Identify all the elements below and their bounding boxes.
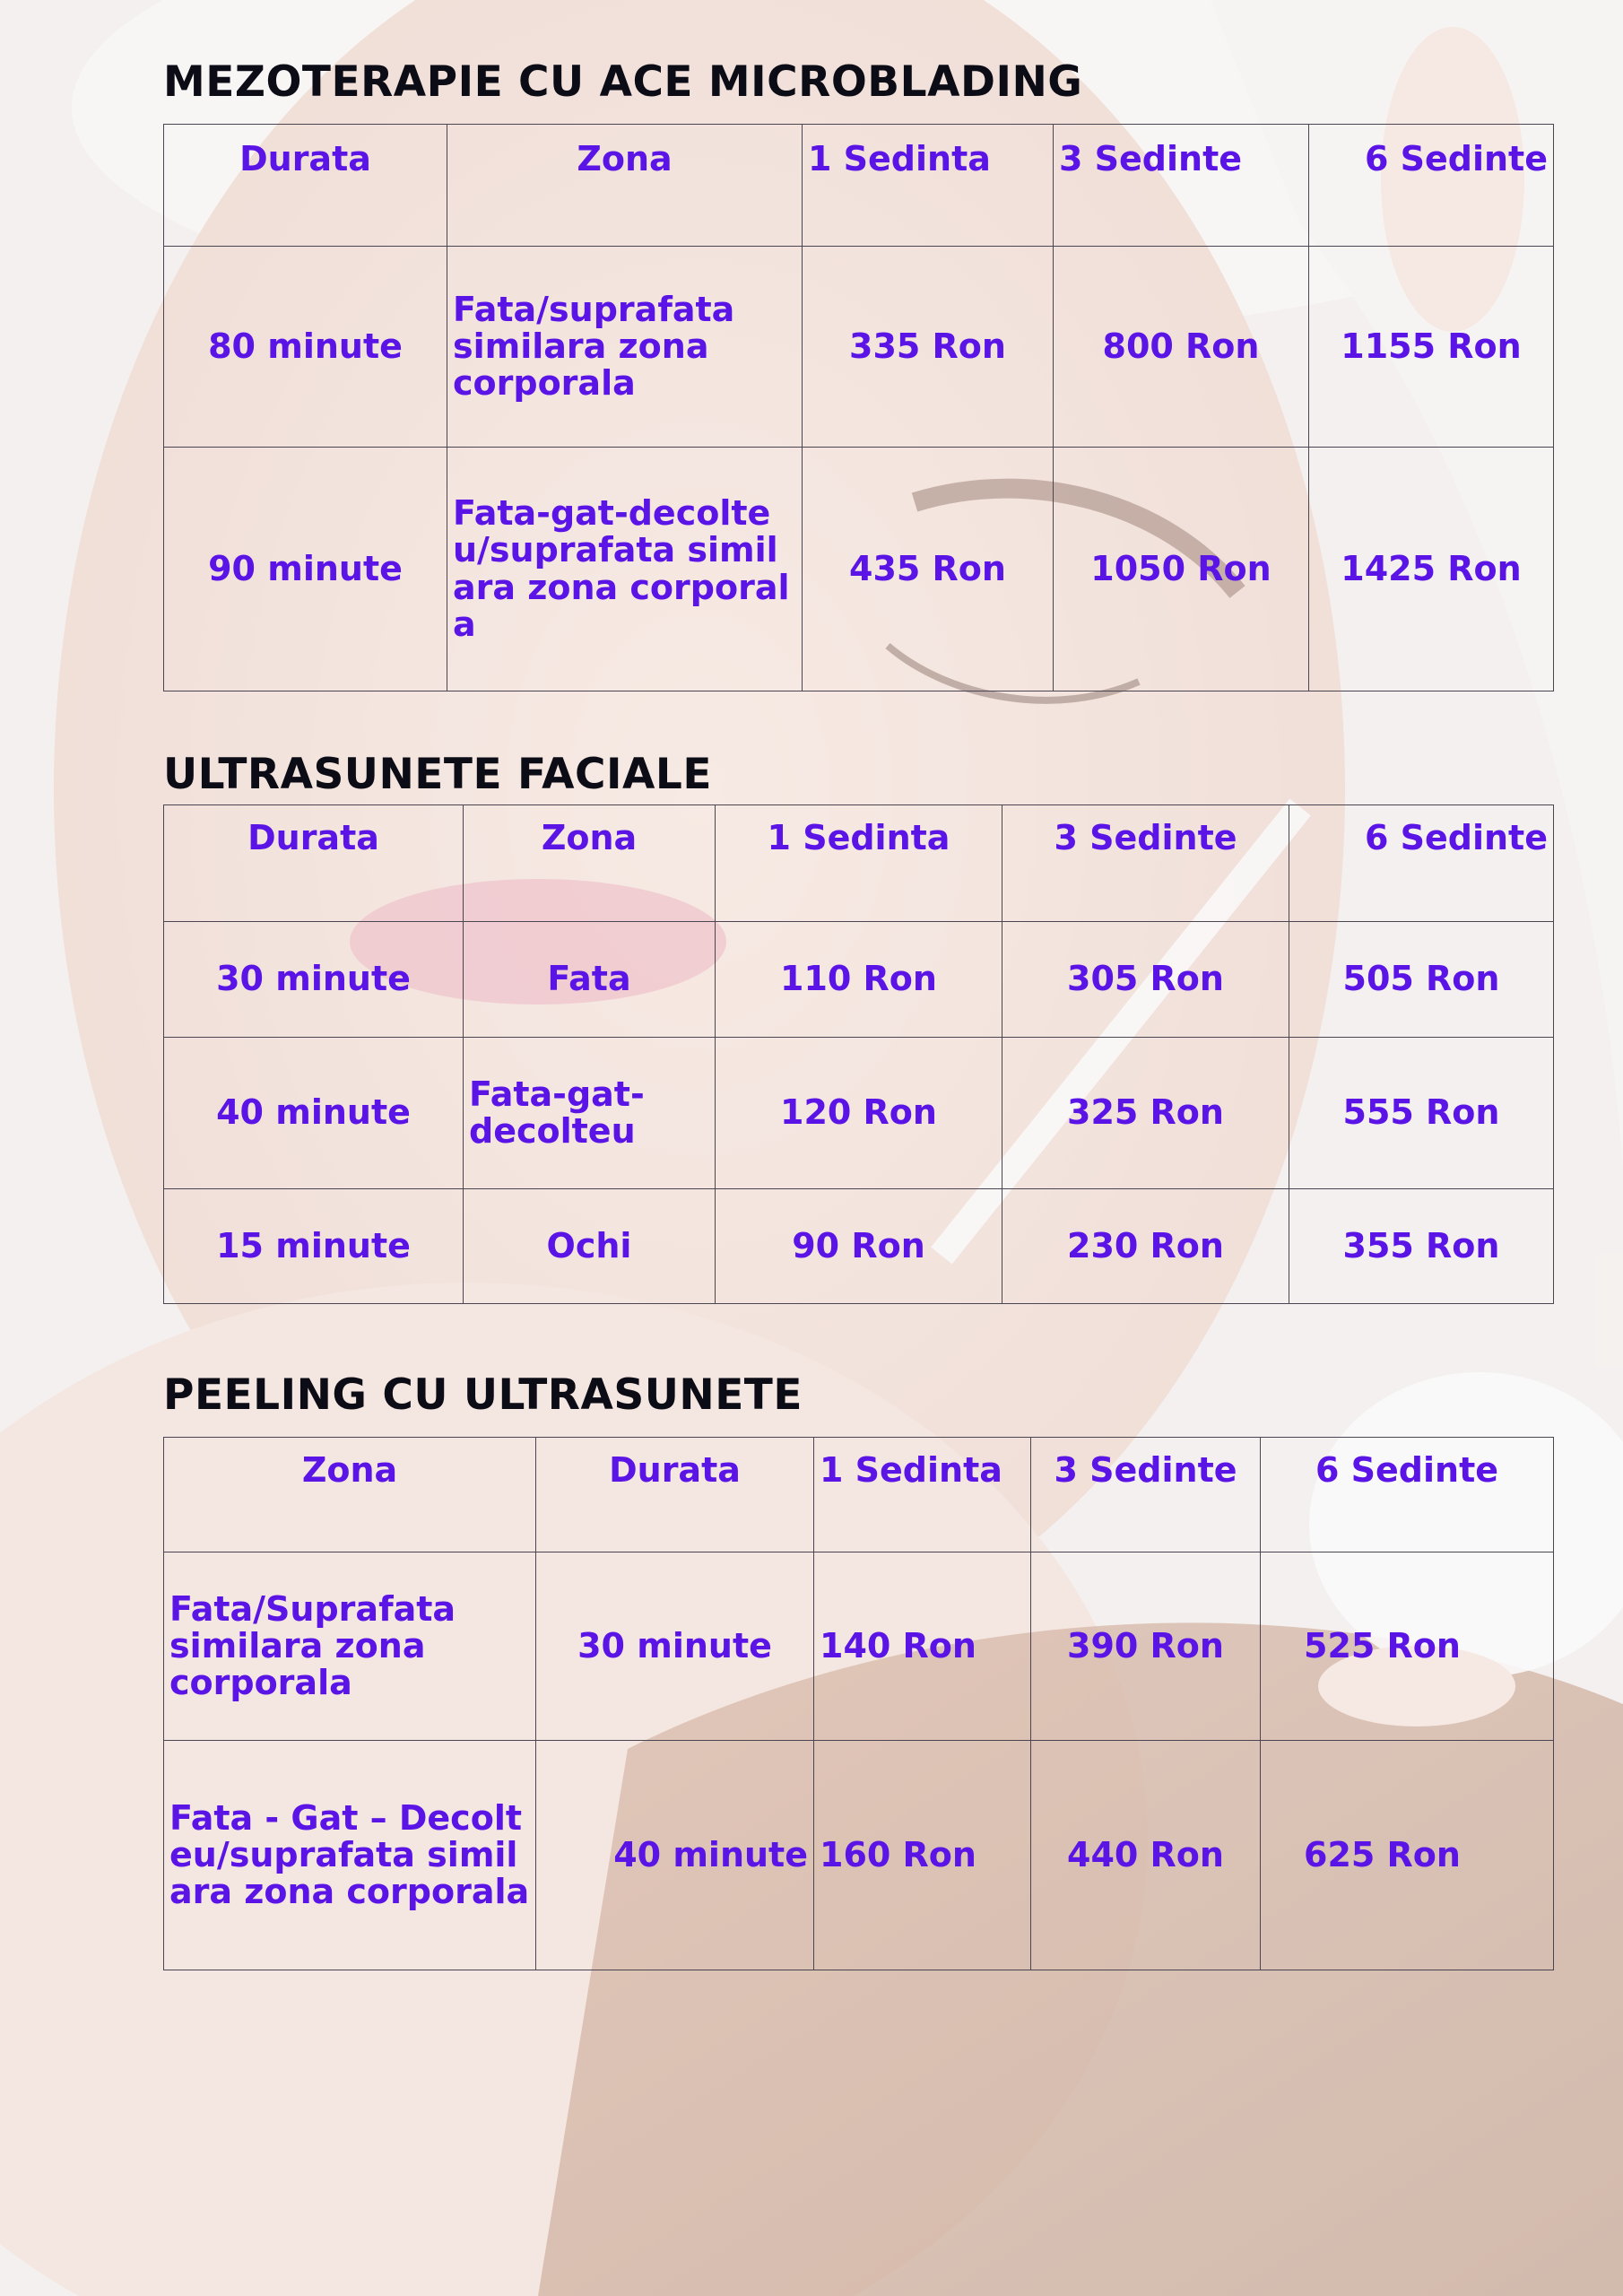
section-title-peeling: PEELING CU ULTRASUNETE <box>163 1370 803 1420</box>
table-cell: 355 Ron <box>1289 1189 1554 1304</box>
table-cell: 30 minute <box>164 922 464 1038</box>
table-row <box>164 922 1554 1038</box>
table-cell: 525 Ron <box>1261 1552 1554 1741</box>
table-cell: 15 minute <box>164 1189 464 1304</box>
column-header: 3 Sedinte <box>1031 1438 1261 1552</box>
table-cell: 1155 Ron <box>1309 247 1554 448</box>
table-cell: 435 Ron <box>803 448 1054 691</box>
table-cell: 80 minute <box>164 247 447 448</box>
table-cell: Ochi <box>464 1189 716 1304</box>
column-header: 3 Sedinte <box>1054 125 1309 247</box>
table-cell: 800 Ron <box>1054 247 1309 448</box>
table-cell: 30 minute <box>536 1552 814 1741</box>
table-cell: 90 Ron <box>716 1189 1002 1304</box>
table-row <box>164 247 1554 448</box>
price-table-peeling <box>163 1437 1554 1970</box>
price-table-ultrasunete-faciale <box>163 804 1554 1304</box>
table-cell: 1050 Ron <box>1054 448 1309 691</box>
table-cell: 110 Ron <box>716 922 1002 1038</box>
table-row <box>164 448 1554 691</box>
table-cell: 505 Ron <box>1289 922 1554 1038</box>
column-header: 1 Sedinta <box>716 805 1002 922</box>
table-cell: Fata/Suprafata similara zona corporala <box>164 1552 536 1741</box>
column-header: 6 Sedinte <box>1261 1438 1554 1552</box>
table-cell: 440 Ron <box>1031 1741 1261 1970</box>
table-cell: 120 Ron <box>716 1038 1002 1189</box>
section-title-mezoterapie: MEZOTERAPIE CU ACE MICROBLADING <box>163 57 1083 107</box>
table-cell: 335 Ron <box>803 247 1054 448</box>
table-cell: 140 Ron <box>814 1552 1031 1741</box>
column-header: Durata <box>536 1438 814 1552</box>
table-cell: Fata/suprafata similara zona corporala <box>447 247 803 448</box>
table-cell: 625 Ron <box>1261 1741 1554 1970</box>
table-cell: Fata - Gat – Decolteu/suprafata similara zona corporala <box>164 1741 536 1970</box>
table-header-row <box>164 805 1554 922</box>
section-title-ultrasunete-faciale: ULTRASUNETE FACIALE <box>163 750 712 799</box>
table-cell: Fata-gat-decolteu <box>464 1038 716 1189</box>
table-row <box>164 1552 1554 1741</box>
table-cell: 305 Ron <box>1002 922 1289 1038</box>
column-header: 6 Sedinte <box>1289 805 1554 922</box>
table-cell: 390 Ron <box>1031 1552 1261 1741</box>
table-cell: 1425 Ron <box>1309 448 1554 691</box>
table-cell: Fata <box>464 922 716 1038</box>
column-header: Zona <box>464 805 716 922</box>
column-header: 3 Sedinte <box>1002 805 1289 922</box>
table-cell: 90 minute <box>164 448 447 691</box>
table-cell: Fata-gat-decolteu/suprafata similara zona corporala <box>447 448 803 691</box>
table-cell: 160 Ron <box>814 1741 1031 1970</box>
table-row <box>164 1741 1554 1970</box>
table-cell: 555 Ron <box>1289 1038 1554 1189</box>
price-table-mezoterapie <box>163 124 1554 691</box>
table-header-row <box>164 1438 1554 1552</box>
column-header: 1 Sedinta <box>803 125 1054 247</box>
table-cell: 230 Ron <box>1002 1189 1289 1304</box>
column-header: Zona <box>447 125 803 247</box>
table-cell: 325 Ron <box>1002 1038 1289 1189</box>
table-row <box>164 1189 1554 1304</box>
table-header-row <box>164 125 1554 247</box>
column-header: Durata <box>164 125 447 247</box>
table-cell: 40 minute <box>536 1741 814 1970</box>
column-header: 1 Sedinta <box>814 1438 1031 1552</box>
column-header: 6 Sedinte <box>1309 125 1554 247</box>
column-header: Zona <box>164 1438 536 1552</box>
table-row <box>164 1038 1554 1189</box>
column-header: Durata <box>164 805 464 922</box>
table-cell: 40 minute <box>164 1038 464 1189</box>
